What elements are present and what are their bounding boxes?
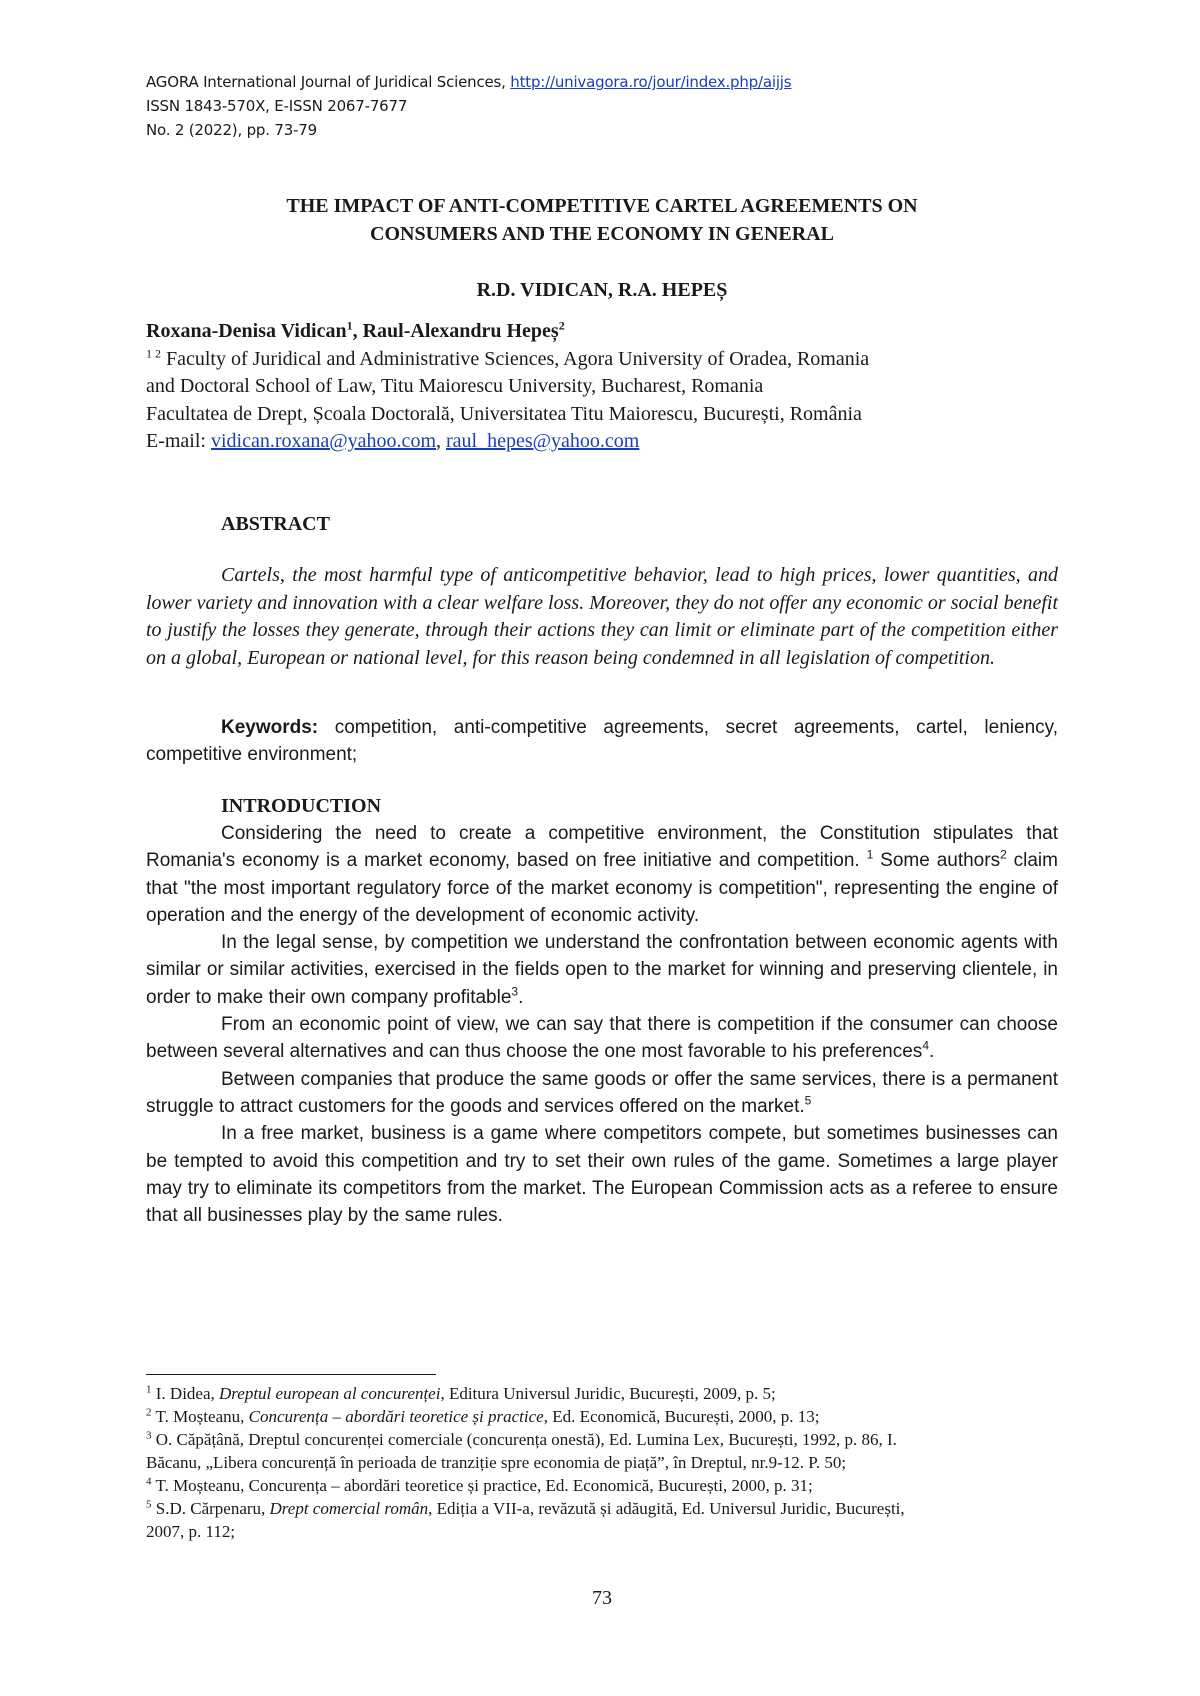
footnote-ref-1[interactable]: 1 [866,847,874,862]
footnote-5-continued: 2007, p. 112; [146,1522,236,1541]
keywords-text: competition, anti-competitive agreements, secret agreements, cartel, leniency, competitive environment; [146,717,1058,765]
journal-issn: ISSN 1843-570X, E-ISSN 2067-7677 [146,97,408,115]
journal-name-line [146,70,791,94]
intro-paragraph-4 [146,1066,1058,1121]
footnotes [146,1382,1058,1543]
footnote-3-line-1: O. Căpățână, Dreptul concurenței comerciale (concurența onestă), Ed. Lumina Lex, București, 1992, p. 86, I. [151,1430,897,1449]
author-names-separator: , [352,320,363,342]
intro-p3-end: . [929,1041,935,1063]
footnote-5 [146,1497,1058,1520]
keywords-label: Keywords: [221,717,319,738]
affiliation-line-1-text: Faculty of Juridical and Administrative Sciences, Agora University of Oradea, Romania [161,347,870,370]
author-2-sup: 2 [558,318,565,333]
abstract-text: Cartels, the most harmful type of anticompetitive behavior, lead to high prices, lower quantities, and lower variety and innovation with a clear welfare loss. Moreover, they do not offer any economic or social benefit to justify the losses they generate, through their actions they can limit or eliminate part of the competition either on a global, European or national level, for this reason being condemned in all legislation of competition. [146,564,1058,670]
footnote-1-number: 1 [146,1383,152,1396]
intro-paragraph-3 [146,1011,1058,1066]
intro-p4-text: Between companies that produce the same goods or offer the same services, there is a permanent struggle to attract customers for the goods and services offered on the market. [146,1068,1058,1117]
intro-p1-text-c: claim that "the most important regulatory force of the market economy is competition", representing the engine of operation and the energy of the development of economic activity. [146,850,1058,926]
footnote-4-text: T. Moșteanu, Concurența – abordări teoretice și practice, Ed. Economică, București, 2000, p. 31; [151,1476,813,1495]
footnote-5-work: Drept comercial român [269,1499,429,1518]
intro-paragraph-1 [146,820,1058,929]
intro-p1-text-a: Considering the need to create a competitive environment, the Constitution stipulates that Romania's economy is a market economy, based on free initiative and competition. [146,823,1058,872]
footnote-ref-2[interactable]: 2 [1000,847,1007,862]
journal-issue: No. 2 (2022), pp. 73-79 [146,121,317,139]
intro-p2-text: In the legal sense, by competition we understand the confrontation between economic agents with similar or similar activities, exercised in the fields open to the market for winning and preserving clientele, in order to make their own company profitable [146,932,1058,1008]
abstract-heading: ABSTRACT [221,513,330,535]
journal-header [146,70,791,142]
footnote-3 [146,1428,1058,1451]
footnote-1-rest: , Editura Universul Juridic, București, 2009, p. 5; [440,1384,776,1403]
footnote-1-work: Dreptul european al concurenței [219,1384,441,1403]
affiliation-line-2: and Doctoral School of Law, Titu Maiorescu University, Bucharest, Romania [146,375,764,397]
intro-paragraph-2 [146,929,1058,1011]
affiliation-sup: 1 2 [146,345,161,360]
footnote-ref-5[interactable]: 5 [804,1093,812,1108]
author-affiliation [146,318,1076,456]
intro-p2-end: . [518,986,524,1008]
footnote-divider [146,1374,436,1375]
introduction-heading: INTRODUCTION [221,795,382,817]
footnote-1-author: I. Didea, [151,1384,220,1403]
footnote-2-work: Concurența – abordări teoretice și practice [248,1407,544,1426]
affiliation-line-3: Facultatea de Drept, Școala Doctorală, Universitatea Titu Maiorescu, București, România [146,402,862,425]
footnote-2-author: T. Moșteanu, [151,1407,249,1426]
keywords [146,714,1058,768]
introduction-body [146,820,1058,1229]
paper-title [146,192,1058,248]
paper-title-line-1: THE IMPACT OF ANTI-COMPETITIVE CARTEL AGREEMENTS ON [286,195,918,217]
footnote-5-rest: , Ediția a VII-a, revăzută și adăugită, Ed. Universul Juridic, București, [428,1499,905,1518]
email-label: E-mail: [146,430,211,452]
footnote-3-number: 3 [146,1429,152,1442]
author-2-name: Raul-Alexandru Hepeș [362,320,559,342]
email-link-1[interactable]: vidican.roxana@yahoo.com [210,430,436,452]
intro-p3-text: From an economic point of view, we can say that there is competition if the consumer can choose between several alternatives and can thus choose the one most favorable to his preferences [146,1014,1058,1063]
affiliation-line-1 [146,346,1076,374]
paper-title-line-2: CONSUMERS AND THE ECONOMY IN GENERAL [370,223,834,245]
footnote-4-number: 4 [146,1475,152,1488]
email-line [146,428,1076,456]
footnote-ref-4[interactable]: 4 [922,1039,929,1054]
page-number: 73 [592,1587,612,1609]
footnote-2-number: 2 [146,1406,152,1419]
footnote-5-author: S.D. Cărpenaru, [151,1499,270,1518]
author-1-name: Roxana-Denisa Vidican [146,320,347,342]
footnote-1 [146,1382,1058,1405]
footnote-ref-3[interactable]: 3 [511,984,519,999]
footnote-3-continued: Băcanu, „Libera concurență în perioada de tranziție spre economia de piață”, în Dreptul, nr.9-12. P. 50; [146,1453,847,1472]
footnote-5-number: 5 [146,1498,152,1511]
footnote-4 [146,1474,1058,1497]
email-link-2[interactable]: raul_hepes@yahoo.com [446,430,640,452]
authors-short: R.D. VIDICAN, R.A. HEPEȘ [476,279,728,301]
author-names [146,318,1076,346]
journal-name: AGORA International Journal of Juridical Sciences, [146,73,511,91]
journal-url-link[interactable]: http://univagora.ro/jour/index.php/aijjs [510,73,792,91]
footnote-2-rest: , Ed. Economică, București, 2000, p. 13; [543,1407,820,1426]
footnote-2 [146,1405,1058,1428]
intro-paragraph-5: In a free market, business is a game where competitors compete, but sometimes businesses can be tempted to avoid this competition and try to set their own rules of the game. Sometimes a large player may try to eliminate its competitors from the market. The European Commission acts as a referee to ensure that all businesses play by the same rules. [146,1123,1058,1227]
email-separator: , [436,430,446,452]
intro-p1-text-b: Some authors [873,850,1001,872]
author-1-sup: 1 [346,318,353,333]
